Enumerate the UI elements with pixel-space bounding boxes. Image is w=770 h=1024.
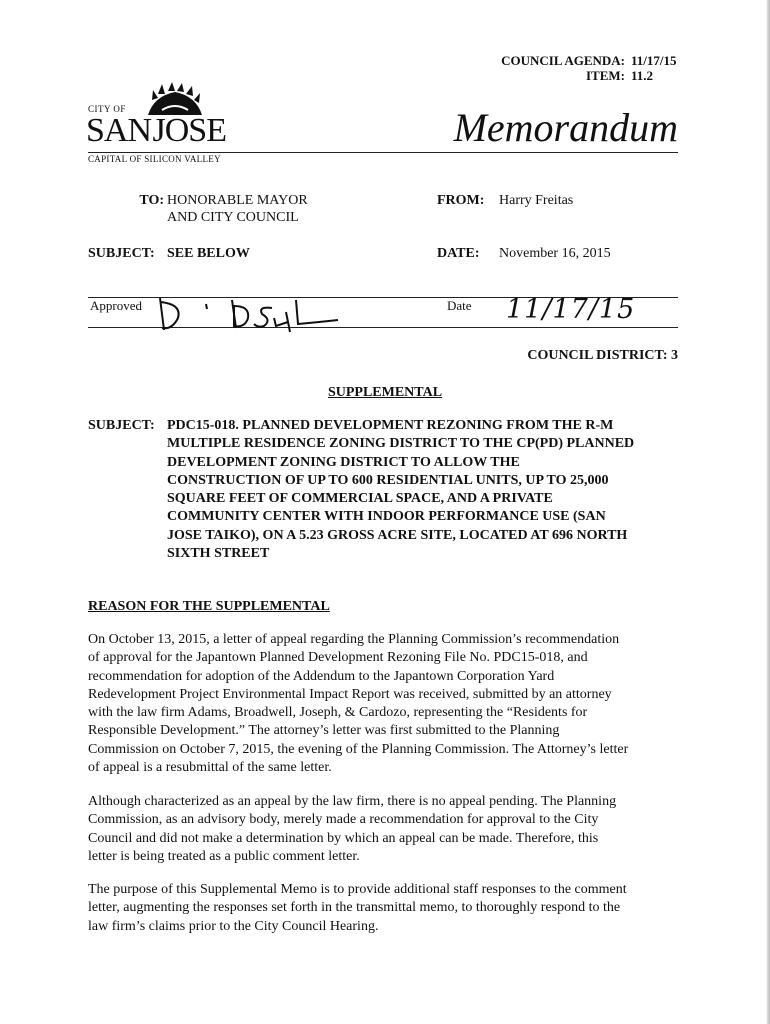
- subject-text: [167, 417, 687, 563]
- signature-icon: [150, 292, 370, 336]
- paragraph-line: letter, augmenting the responses set forth in the transmittal memo, to thoroughly respond to the: [88, 900, 621, 916]
- subject-label: SUBJECT:: [88, 418, 155, 433]
- paragraph-line: Responsible Development.” The attorney’s letter was first submitted to the Planning: [88, 723, 560, 739]
- supplemental-heading-text: SUPPLEMENTAL: [327, 385, 443, 400]
- reason-heading: REASON FOR THE SUPPLEMENTAL: [88, 599, 330, 614]
- paragraph-line: Redevelopment Project Environmental Impact Report was received, submitted by an attorney: [88, 686, 612, 702]
- item-value: 11.2: [631, 68, 654, 83]
- from-value: Harry Freitas: [499, 193, 574, 208]
- approved-label: Approved: [90, 298, 142, 313]
- paragraph-line: law firm’s claims prior to the City Council Hearing.: [88, 918, 379, 934]
- supplemental-heading: [0, 384, 770, 401]
- subject-line: MULTIPLE RESIDENCE ZONING DISTRICT TO THE CP(PD) PLANNED: [167, 436, 635, 452]
- paragraph-line: On October 13, 2015, a letter of appeal regarding the Planning Commission’s recommendation: [88, 632, 620, 647]
- city-seal-icon: [142, 82, 208, 116]
- subject-line: SQUARE FEET OF COMMERCIAL SPACE, AND A PRIVATE: [167, 491, 553, 507]
- to-line-2: AND CITY COUNCIL: [167, 210, 299, 225]
- paragraph-line: of approval for the Japantown Planned Development Rezoning File No. PDC15-018, and: [88, 650, 588, 666]
- logo-rule: [88, 152, 678, 153]
- paragraph-3: [88, 881, 678, 936]
- approval-date-label: Date: [447, 298, 472, 313]
- paragraph-line: with the law firm Adams, Broadwell, Joseph, & Cardozo, representing the “Residents for: [88, 705, 588, 721]
- paragraph-line: of appeal is a resubmittal of the same letter.: [88, 760, 332, 776]
- agenda-label: COUNCIL AGENDA:: [501, 53, 625, 68]
- item-label: ITEM:: [586, 68, 625, 83]
- agenda-block: [480, 53, 680, 83]
- paragraph-line: letter is being treated as a public comment letter.: [88, 848, 360, 864]
- logo-tagline: CAPITAL OF SILICON VALLEY: [88, 154, 221, 164]
- subject-label-header: SUBJECT:: [88, 246, 155, 261]
- subject-line: DEVELOPMENT ZONING DISTRICT TO ALLOW THE: [167, 454, 520, 470]
- paragraph-1: [88, 631, 678, 777]
- date-value: November 16, 2015: [499, 246, 611, 261]
- paragraph-line: The purpose of this Supplemental Memo is to provide additional staff responses to the comment: [88, 882, 627, 897]
- paragraph-2: [88, 793, 678, 866]
- to-line-1: HONORABLE MAYOR: [167, 193, 308, 208]
- subject-line: SIXTH STREET: [167, 546, 270, 562]
- city-logo: [88, 82, 238, 172]
- date-label: DATE:: [437, 246, 480, 261]
- scan-edge: [766, 0, 770, 1024]
- paragraph-line: recommendation for adoption of the Addendum to the Japantown Corporation Yard: [88, 668, 555, 684]
- subject-line: COMMUNITY CENTER WITH INDOOR PERFORMANCE USE (SAN: [167, 509, 606, 525]
- paragraph-line: Although characterized as an appeal by the law firm, there is no appeal pending. The Planning: [88, 794, 617, 809]
- paragraph-line: Commission on October 7, 2015, the evening of the Planning Commission. The Attorney’s letter: [88, 741, 629, 757]
- logo-name: SAN JOSE: [86, 112, 226, 149]
- approval-date-handwritten: 11/17/15: [506, 294, 636, 325]
- subject-line: CONSTRUCTION OF UP TO 600 RESIDENTIAL UNITS, UP TO 25,000: [167, 472, 609, 488]
- from-label: FROM:: [437, 193, 485, 208]
- to-recipients: [167, 192, 427, 226]
- paragraph-line: Commission, as an advisory body, merely made a recommendation for approval to the City: [88, 812, 599, 828]
- subject-line: JOSE TAIKO), ON A 5.23 GROSS ACRE SITE, LOCATED AT 696 NORTH: [167, 527, 628, 543]
- memo-title: Memorandum: [453, 105, 678, 150]
- to-label: TO:: [139, 193, 164, 208]
- subject-value-header: SEE BELOW: [167, 246, 250, 261]
- logo-city-of: CITY OF: [88, 104, 126, 114]
- paragraph-line: Council and did not make a determination by which an appeal can be made. Therefore, this: [88, 830, 599, 846]
- agenda-date: 11/17/15: [631, 53, 677, 68]
- subject-line: PDC15-018. PLANNED DEVELOPMENT REZONING FROM THE R-M: [167, 418, 614, 433]
- council-district: COUNCIL DISTRICT: 3: [527, 348, 678, 363]
